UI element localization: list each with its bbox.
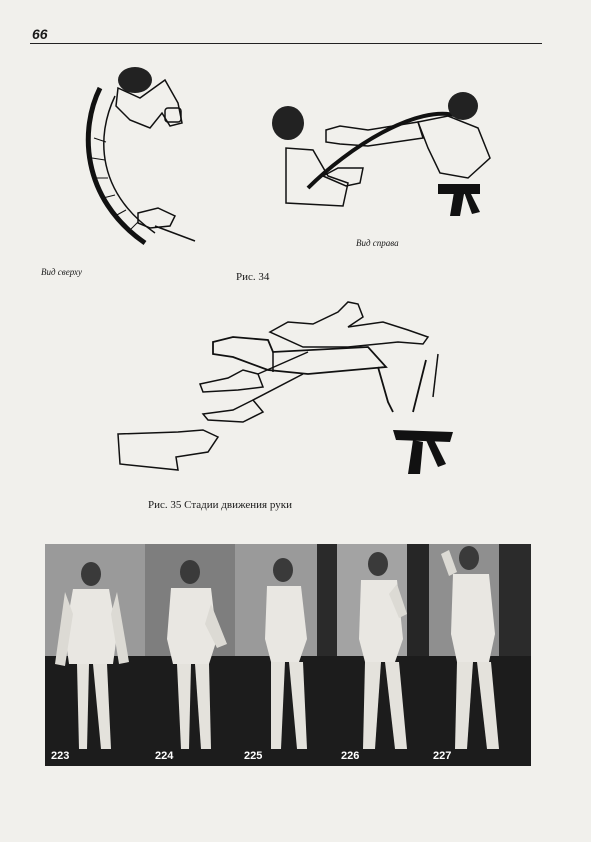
view-top-label: Вид сверху: [41, 267, 83, 277]
photo-number-223: 223: [51, 750, 70, 762]
figure-34-side-view-drawing: [268, 88, 500, 223]
header-rule: [30, 43, 542, 44]
page-number: 66: [32, 26, 48, 42]
figure-34-caption: Рис. 34: [236, 271, 270, 283]
photo-number-227: 227: [433, 750, 452, 762]
view-right-label: Вид справа: [356, 238, 399, 248]
figure-35-arm-stages-drawing: [108, 292, 468, 482]
figure-35-caption: Рис. 35 Стадии движения руки: [148, 499, 292, 511]
photo-number-224: 224: [155, 750, 174, 762]
photo-number-226: 226: [341, 750, 360, 762]
photo-strip: [45, 544, 531, 766]
photo-strip-image: [45, 544, 531, 766]
photo-number-225: 225: [244, 750, 263, 762]
figure-34-top-view-drawing: [70, 58, 210, 258]
